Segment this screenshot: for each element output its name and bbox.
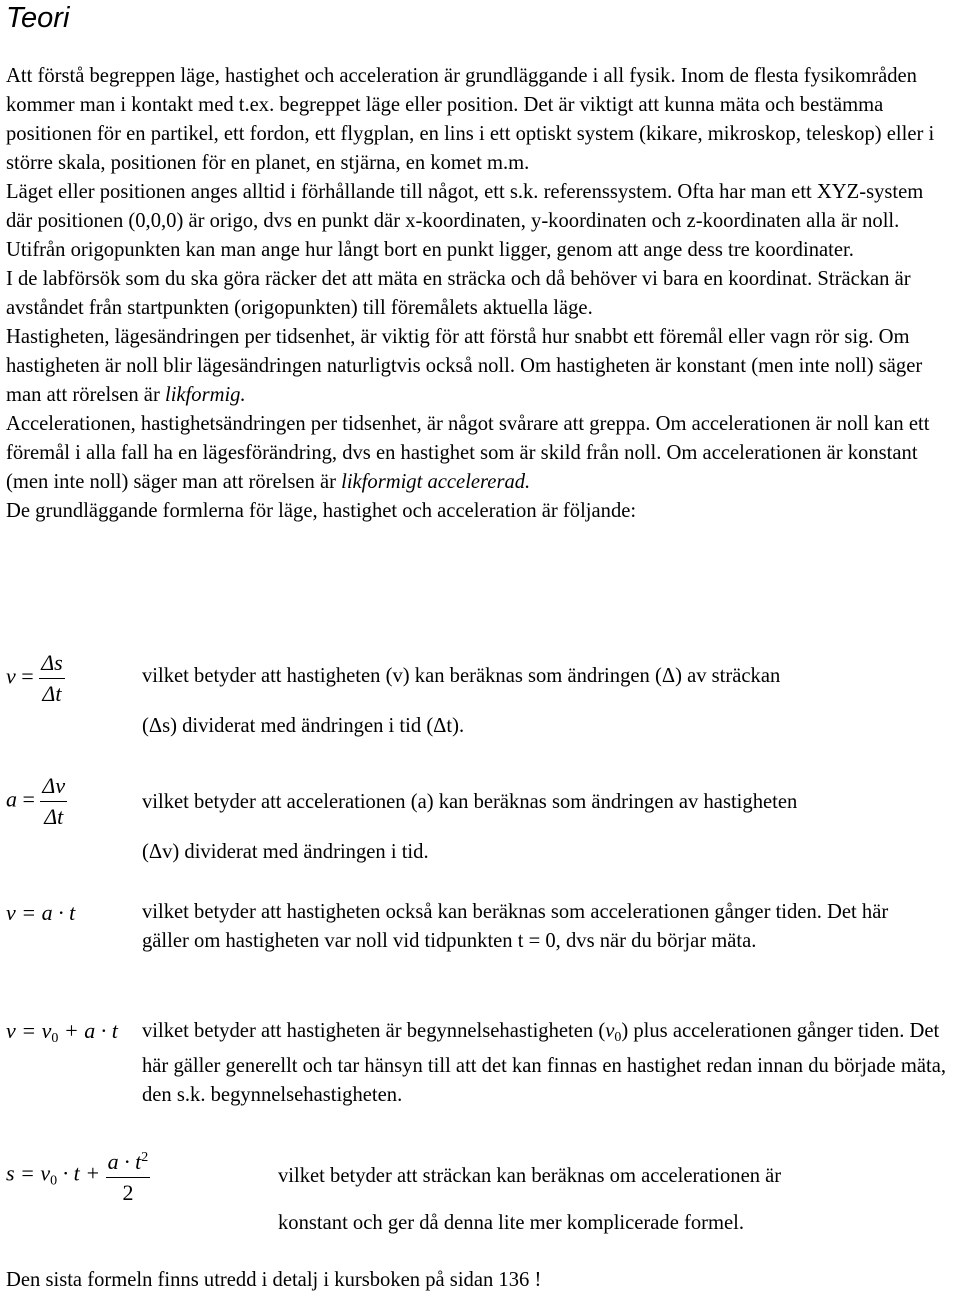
description-line: vilket betyder att sträckan kan beräknas om accelerationen är — [278, 1165, 782, 1187]
formula-expression: s = v — [6, 1160, 51, 1186]
velocity-text: Hastigheten, lägesändringen per tidsenhet, är viktig för att förstå hur snabbt ett föremål eller vagn rör sig. Om hastigheten är noll blir lägesändringen naturligtvis också noll. Om hastigheten är konstant (men inte noll) säger man att rörelsen är — [6, 326, 923, 406]
fraction — [106, 1143, 151, 1208]
formula-expression: · t + — [57, 1160, 101, 1186]
formula-velocity — [6, 648, 65, 709]
description-subscript: 0 — [614, 1030, 622, 1045]
formula-velocity-initial-description — [142, 1017, 954, 1110]
formula-subscript: 0 — [50, 1173, 58, 1189]
fraction — [40, 771, 67, 832]
fraction-denominator: 2 — [122, 1180, 134, 1205]
paragraph-lab-coordinate: I de labförsök som du ska göra räcker det att mäta en sträcka och då behöver vi bara en koordinat. Sträckan är avståndet från startpunkten (origopunkten) till föremålets aktuella läge. — [6, 268, 911, 319]
formula-subscript: 0 — [51, 1031, 59, 1046]
formula-velocity-description — [142, 662, 942, 741]
formula-expression: v = v — [6, 1018, 52, 1043]
description-text — [142, 1017, 954, 1110]
formula-acceleration-description — [142, 788, 952, 867]
description-line: vilket betyder att accelerationen (a) kan beräknas som ändringen av hastigheten — [142, 791, 798, 813]
numerator-exponent: 2 — [141, 1150, 149, 1165]
paragraph-acceleration — [6, 410, 954, 497]
formula-expression: v = a · t — [6, 900, 76, 925]
formula-lhs: v — [6, 663, 16, 689]
velocity-emphasis: likformig. — [164, 384, 246, 406]
formula-expression: + a · t — [58, 1018, 118, 1043]
description-line: konstant och ger då denna lite mer komplicerade formel. — [278, 1212, 745, 1234]
fraction-numerator: Δv — [40, 771, 67, 802]
paragraph-velocity — [6, 323, 954, 410]
formula-velocity-from-acceleration — [6, 900, 75, 926]
formula-acceleration — [6, 771, 67, 832]
description-text: vilket betyder att hastigheten också kan beräknas som accelerationen gånger tiden. Det här gäller om hastigheten var noll vid tidpunkten t = 0, dvs när du börjar mäta. — [142, 901, 889, 952]
fraction-numerator — [106, 1143, 151, 1178]
formula-distance-description — [278, 1162, 948, 1238]
paragraph-formulas-intro: De grundläggande formlerna för läge, hastighet och acceleration är följande: — [6, 500, 637, 522]
paragraph-position: Att förstå begreppen läge, hastighet och acceleration är grundläggande i all fysik. Inom de flesta fysikområden kommer man i kontakt med t.ex. begreppet läge eller position. Det är viktigt att kunna mäta och bestämma positionen för en partikel, ett fordon, ett flygplan, en lins i ett optiskt system (kikare, mikroskop, teleskop) eller i större skala, positionen för en planet, en stjärna, en komet m.m. — [6, 65, 935, 174]
paragraph-reference-system: Läget eller positionen anges alltid i förhållande till något, ett s.k. referenssystem. Ofta har man ett XYZ-system där positionen (0,0,0) är origo, dvs en punkt där x-koordinaten, y-koordinaten och z-koordinaten alla är noll. Utifrån origopunkten kan man ange hur långt bort en punkt ligger, genom att ange dess tre koordinater. — [6, 181, 924, 261]
description-symbol: v — [605, 1020, 615, 1042]
page-title: Teori — [6, 2, 70, 34]
fraction — [39, 648, 64, 709]
acceleration-emphasis: likformigt accelererad. — [341, 471, 531, 493]
footer-note: Den sista formeln finns utredd i detalj i kursboken på sidan 136 ! — [6, 1269, 542, 1291]
description-line: (Δs) dividerat med ändringen i tid (Δt). — [142, 715, 465, 737]
formula-equals: = — [22, 786, 35, 812]
description-line: (Δv) dividerat med ändringen i tid. — [142, 841, 429, 863]
description-part: ) plus accelerationen gånger tiden. Det här gäller generellt och tar hänsyn till att det kan finnas en hastighet redan innan du började mäta, den s.k. begynnelsehastigheten. — [142, 1020, 947, 1106]
formula-velocity-initial — [6, 1018, 118, 1047]
formula-equals: = — [21, 663, 34, 689]
description-line: vilket betyder att hastigheten (v) kan beräknas som ändringen (Δ) av sträckan — [142, 665, 781, 687]
fraction-denominator: Δt — [42, 681, 62, 706]
description-part: vilket betyder att hastigheten är begynnelsehastigheten ( — [142, 1020, 606, 1042]
formula-distance — [6, 1143, 150, 1208]
intro-text — [6, 62, 954, 526]
numerator-expression: a · t — [107, 1149, 142, 1174]
fraction-numerator: Δs — [39, 648, 64, 679]
acceleration-text: Accelerationen, hastighetsändringen per tidsenhet, är något svårare att greppa. Om accelerationen är noll kan ett föremål i alla fall ha en lägesförändring, dvs en hastighet som är skild från noll. Om accelerationen är konstant (men inte noll) säger man att rörelsen är — [6, 413, 930, 493]
formula-velocity-from-acceleration-description — [142, 898, 922, 956]
formula-lhs: a — [6, 786, 17, 812]
fraction-denominator: Δt — [44, 804, 64, 829]
